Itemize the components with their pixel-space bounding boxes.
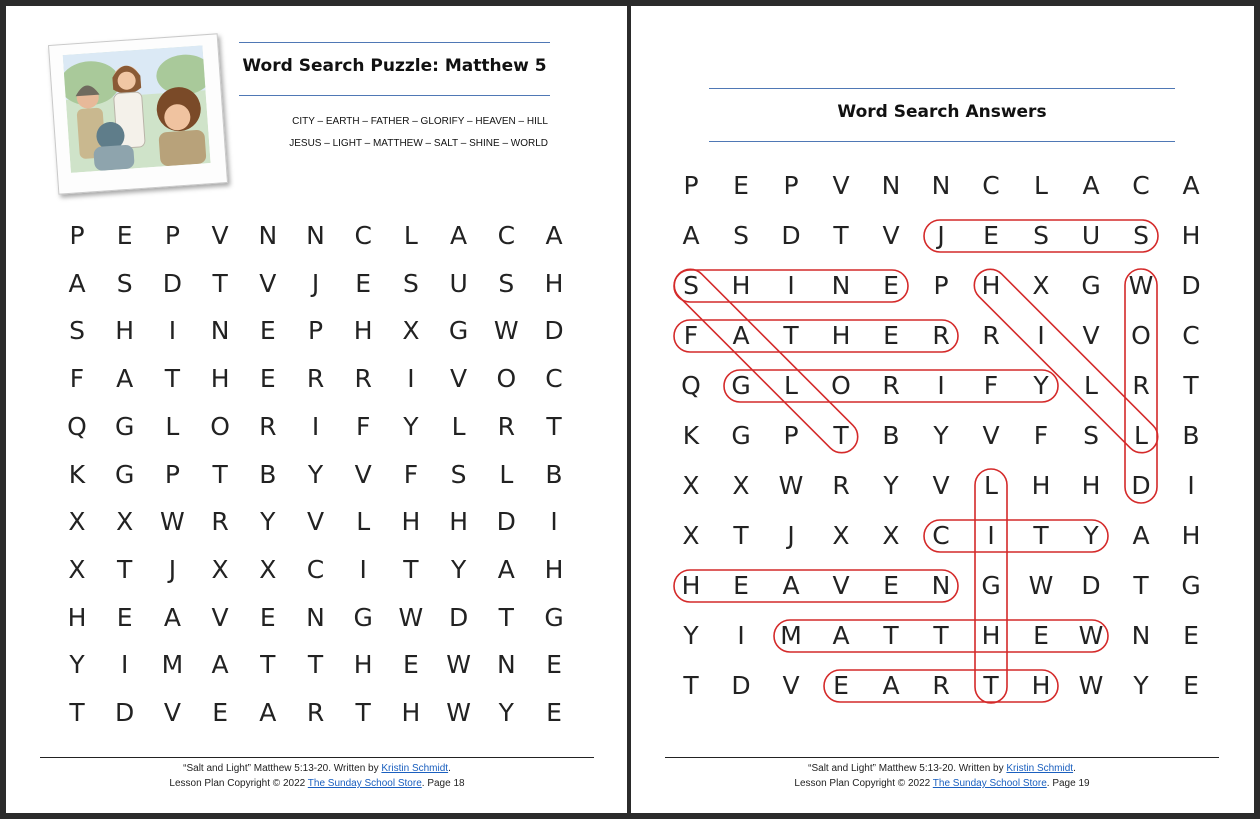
title-rule-bottom	[239, 95, 550, 96]
title-rule-top	[239, 42, 550, 43]
answer-letter: C	[932, 521, 950, 550]
page-footer	[40, 761, 594, 791]
puzzle-letter: V	[450, 364, 468, 394]
answer-letter: F	[983, 371, 999, 400]
answer-letter: W	[1028, 571, 1054, 600]
answer-letter: E	[883, 571, 899, 600]
answer-letter: B	[1182, 421, 1200, 450]
puzzle-letter: E	[546, 698, 562, 727]
puzzle-letter: V	[306, 507, 325, 537]
puzzle-letter: E	[116, 221, 133, 250]
puzzle-letter: V	[211, 602, 229, 632]
puzzle-letter: G	[544, 602, 564, 632]
puzzle-letter: H	[544, 268, 564, 298]
puzzle-letter: A	[116, 364, 134, 394]
puzzle-letter: T	[355, 698, 371, 727]
puzzle-letter: D	[162, 268, 183, 298]
puzzle-letter: B	[545, 459, 563, 489]
answer-letter: T	[783, 321, 799, 350]
answer-letter: I	[987, 521, 995, 550]
puzzle-letter: E	[259, 602, 276, 632]
answer-letter: N	[931, 171, 951, 200]
puzzle-letter: X	[68, 507, 86, 537]
puzzle-letter: X	[211, 554, 229, 584]
footer-copyright: Lesson Plan Copyright © 2022	[169, 778, 308, 789]
puzzle-letter: T	[307, 650, 324, 680]
footer-copyright: Lesson Plan Copyright © 2022	[794, 778, 933, 789]
answer-letter: H	[831, 321, 851, 350]
puzzle-letter: V	[354, 459, 372, 489]
answer-letter: D	[1181, 271, 1201, 300]
answer-letter: X	[882, 521, 900, 550]
page-number: . Page 19	[1046, 778, 1090, 789]
answer-letter: N	[1131, 621, 1151, 650]
answer-letter: D	[731, 671, 751, 700]
puzzle-letter: Y	[450, 554, 467, 584]
page-footer	[665, 761, 1219, 791]
puzzle-letter: X	[116, 507, 134, 537]
answer-letter: K	[682, 421, 700, 450]
answer-letter: R	[932, 321, 950, 350]
puzzle-letter: H	[544, 554, 564, 584]
puzzle-letter: N	[496, 650, 516, 680]
footer-punct: .	[1073, 763, 1076, 774]
answer-letter: W	[1128, 271, 1154, 300]
puzzle-letter: C	[354, 221, 372, 250]
answer-letter: N	[831, 271, 851, 300]
answer-letter: E	[1183, 671, 1199, 700]
puzzle-letter: F	[403, 459, 419, 489]
answer-letter: T	[683, 671, 699, 700]
puzzle-letter: D	[496, 507, 516, 537]
answer-letter: T	[833, 221, 849, 250]
answer-letter: R	[932, 671, 950, 700]
answer-letter: M	[780, 621, 802, 650]
puzzle-letter: D	[448, 602, 469, 632]
puzzle-letter: I	[121, 650, 129, 680]
word-list	[236, 111, 548, 155]
store-link[interactable]: The Sunday School Store	[307, 778, 422, 789]
answer-letter: E	[833, 671, 849, 700]
answer-letter: W	[1078, 671, 1104, 700]
puzzle-letter: S	[498, 268, 515, 298]
answer-letter: T	[833, 421, 849, 450]
answer-letter: C	[1132, 171, 1150, 200]
puzzle-letter: I	[359, 554, 367, 584]
puzzle-title: Word Search Puzzle: Matthew 5	[242, 56, 547, 76]
puzzle-letter: H	[449, 507, 468, 537]
puzzle-letter: H	[115, 316, 135, 346]
answer-letter: G	[1081, 271, 1101, 300]
puzzle-letter: T	[212, 459, 228, 489]
answer-letter: V	[982, 421, 1000, 450]
answer-letter: T	[883, 621, 899, 650]
answer-letter: T	[983, 671, 999, 700]
puzzle-letter: R	[497, 411, 515, 441]
answer-letter: H	[1031, 671, 1051, 700]
answer-letter: V	[882, 221, 900, 250]
answer-letter: A	[1082, 171, 1100, 200]
answer-letter: E	[883, 321, 899, 350]
answer-letter: Q	[681, 371, 701, 400]
answer-oval-father	[674, 320, 958, 352]
answer-letter: L	[784, 371, 798, 400]
answer-letter: D	[1081, 571, 1101, 600]
answer-letter: A	[782, 571, 800, 600]
answer-letter: B	[882, 421, 900, 450]
puzzle-letter: P	[307, 316, 324, 346]
puzzle-letter: T	[260, 650, 276, 680]
puzzle-letter: L	[165, 411, 180, 441]
puzzle-letter: A	[545, 221, 563, 250]
author-link[interactable]: Kristin Schmidt	[381, 763, 449, 774]
puzzle-letter: T	[69, 698, 85, 727]
puzzle-letter: A	[497, 554, 515, 584]
puzzle-letter: E	[212, 698, 228, 727]
puzzle-letter: W	[446, 698, 471, 727]
puzzle-letter: V	[163, 698, 181, 727]
footer-credit: “Salt and Light” Matthew 5:13-20. Written by	[183, 763, 382, 774]
puzzle-letter: E	[355, 268, 372, 298]
answer-letter: W	[1078, 621, 1104, 650]
puzzle-letter: G	[448, 316, 469, 346]
puzzle-letter: H	[67, 602, 87, 632]
footer-rule	[665, 757, 1219, 758]
answer-letter: E	[983, 221, 999, 250]
answer-letter: A	[732, 321, 750, 350]
answer-letter: J	[937, 221, 945, 250]
puzzle-letter: S	[402, 268, 419, 298]
puzzle-letter: A	[450, 221, 468, 250]
puzzle-letter: B	[259, 459, 277, 489]
puzzle-letter: F	[69, 364, 85, 394]
puzzle-letter: A	[163, 602, 181, 632]
puzzle-letter: Y	[403, 411, 419, 441]
answer-letter: S	[1033, 221, 1049, 250]
answer-letter: V	[782, 671, 800, 700]
answer-letter: P	[783, 421, 799, 450]
answer-letter: U	[1081, 221, 1101, 250]
puzzle-letter: R	[306, 364, 325, 394]
answer-letter: N	[931, 571, 951, 600]
word-list-line: CITY – EARTH – FATHER – GLORIFY – HEAVEN – HILL	[292, 116, 548, 127]
puzzle-letter: R	[211, 507, 229, 537]
puzzle-letter: J	[311, 268, 320, 298]
answer-letter: Y	[933, 421, 949, 450]
answer-letter: F	[1033, 421, 1049, 450]
puzzle-letter: G	[115, 411, 135, 441]
answer-letter: X	[1032, 271, 1050, 300]
answer-letter: I	[787, 271, 795, 300]
answer-letter: A	[882, 671, 900, 700]
answer-letter: S	[1133, 221, 1149, 250]
answer-letter: P	[933, 271, 949, 300]
answer-letter: I	[937, 371, 945, 400]
answer-letter: V	[1082, 321, 1100, 350]
answer-letter: T	[933, 621, 949, 650]
puzzle-letter: X	[402, 316, 420, 346]
answer-letter: L	[1034, 171, 1048, 200]
puzzle-letter: L	[403, 221, 418, 250]
puzzle-letter: O	[496, 364, 517, 394]
jesus-teaching-illustration	[48, 33, 228, 194]
puzzle-letter: L	[451, 411, 466, 441]
puzzle-letter: P	[69, 221, 85, 250]
puzzle-letter: A	[68, 268, 86, 298]
answer-letter: R	[982, 321, 1000, 350]
puzzle-letter: N	[210, 316, 230, 346]
puzzle-letter: E	[116, 602, 133, 632]
puzzle-letter: C	[306, 554, 325, 584]
footer-rule	[40, 757, 594, 758]
answer-letter: R	[882, 371, 900, 400]
answer-letter: A	[682, 221, 700, 250]
answer-letter: I	[737, 621, 745, 650]
puzzle-letter: Q	[67, 411, 87, 441]
puzzle-letter: H	[401, 507, 421, 537]
answer-letter: T	[1183, 371, 1199, 400]
puzzle-letter: E	[546, 650, 562, 680]
puzzle-letter: N	[258, 221, 278, 250]
answer-letter: E	[733, 171, 749, 200]
puzzle-letter: C	[545, 364, 563, 394]
answer-letter: A	[1132, 521, 1150, 550]
answer-letter: E	[1033, 621, 1049, 650]
answer-letter: N	[881, 171, 901, 200]
page-number: . Page 18	[421, 778, 465, 789]
puzzle-letter: R	[306, 698, 325, 727]
answer-letter: V	[932, 471, 950, 500]
answer-oval-heaven	[674, 570, 958, 602]
footer-credit: “Salt and Light” Matthew 5:13-20. Written by	[808, 763, 1007, 774]
puzzle-letter: H	[401, 698, 421, 727]
puzzle-letter: H	[353, 316, 373, 346]
answer-letter: H	[1031, 471, 1051, 500]
puzzle-letter: O	[210, 411, 230, 441]
puzzle-letter: K	[68, 459, 86, 489]
answer-letter: H	[981, 621, 1001, 650]
answer-letter: X	[682, 521, 700, 550]
answer-letter: Y	[683, 621, 699, 650]
answer-letter: G	[1181, 571, 1201, 600]
answer-letter: L	[1084, 371, 1098, 400]
puzzle-letter: T	[546, 411, 562, 441]
puzzle-letter: G	[353, 602, 373, 632]
puzzle-letter: G	[115, 459, 135, 489]
puzzle-letter: I	[311, 411, 320, 441]
puzzle-letter: X	[68, 554, 86, 584]
answer-letter: L	[984, 471, 998, 500]
puzzle-letter: W	[446, 650, 471, 680]
answer-letter: S	[683, 271, 699, 300]
answer-letter: T	[733, 521, 749, 550]
puzzle-letter: I	[407, 364, 415, 394]
answer-letter: Y	[1033, 371, 1049, 400]
answer-letter: R	[832, 471, 850, 500]
puzzle-letter: W	[493, 316, 519, 346]
answer-letter: H	[731, 271, 751, 300]
answer-letter: J	[787, 521, 795, 550]
answer-letter: Y	[1133, 671, 1149, 700]
answer-letter: T	[1133, 571, 1149, 600]
answer-letter: Y	[883, 471, 899, 500]
puzzle-letter: A	[259, 698, 277, 727]
answer-letter: F	[683, 321, 699, 350]
answer-letter: V	[832, 571, 850, 600]
puzzle-letter: T	[164, 364, 181, 394]
puzzle-letter: D	[544, 316, 564, 346]
puzzle-letter: C	[497, 221, 516, 250]
puzzle-letter: A	[211, 650, 229, 680]
puzzle-letter: I	[168, 316, 177, 346]
puzzle-letter: X	[259, 554, 277, 584]
answer-letter: D	[1131, 471, 1151, 500]
puzzle-page	[6, 6, 627, 813]
puzzle-letter: R	[259, 411, 277, 441]
puzzle-letter: N	[306, 221, 325, 250]
puzzle-letter: T	[498, 602, 514, 632]
word-list-line: JESUS – LIGHT – MATTHEW – SALT – SHINE – WORLD	[289, 138, 548, 149]
puzzle-letter: H	[210, 364, 230, 394]
puzzle-letter: W	[398, 602, 424, 632]
puzzle-letter: S	[69, 316, 85, 346]
puzzle-letter: T	[212, 268, 228, 298]
puzzle-letter: L	[356, 507, 371, 537]
answer-letter: E	[1183, 621, 1199, 650]
answer-letter: E	[883, 271, 899, 300]
author-link[interactable]: Kristin Schmidt	[1006, 763, 1074, 774]
puzzle-letter: Y	[260, 507, 276, 537]
puzzle-letter: T	[403, 554, 419, 584]
answer-letter: V	[832, 171, 850, 200]
answer-letter: X	[732, 471, 750, 500]
answer-letter: R	[1132, 371, 1150, 400]
answer-letter: H	[981, 271, 1001, 300]
answer-letter: H	[1181, 221, 1201, 250]
answer-letter: A	[1182, 171, 1200, 200]
answer-letter: X	[682, 471, 700, 500]
answer-letter: H	[681, 571, 701, 600]
answers-title: Word Search Answers	[837, 102, 1047, 122]
puzzle-letter: W	[160, 507, 185, 537]
puzzle-letter: D	[115, 698, 135, 727]
puzzle-letter: L	[499, 459, 514, 489]
answer-letter: H	[1181, 521, 1201, 550]
puzzle-letter: Y	[498, 698, 514, 727]
answer-letter: L	[1134, 421, 1148, 450]
footer-punct: .	[448, 763, 451, 774]
answer-letter: S	[1083, 421, 1099, 450]
puzzle-letter: F	[355, 411, 371, 441]
answer-letter: P	[783, 171, 799, 200]
puzzle-letter: N	[306, 602, 325, 632]
answer-letter: I	[1187, 471, 1195, 500]
puzzle-letter: J	[168, 554, 177, 584]
answer-letter: G	[731, 371, 751, 400]
puzzle-letter: V	[211, 221, 229, 250]
store-link[interactable]: The Sunday School Store	[932, 778, 1047, 789]
puzzle-letter: E	[402, 650, 419, 680]
puzzle-letter: Y	[307, 459, 324, 489]
answers-page	[631, 6, 1254, 813]
answer-letter: O	[831, 371, 851, 400]
answer-letter: C	[982, 171, 1000, 200]
answer-letter: S	[733, 221, 749, 250]
puzzle-letter: R	[354, 364, 372, 394]
answer-letter: O	[1131, 321, 1151, 350]
puzzle-letter: U	[449, 268, 468, 298]
answer-letter: G	[731, 421, 751, 450]
answer-letter: C	[1182, 321, 1200, 350]
answer-letter: W	[778, 471, 804, 500]
puzzle-letter: S	[116, 268, 133, 298]
answer-letter: H	[1081, 471, 1101, 500]
puzzle-letter: I	[550, 507, 558, 537]
puzzle-letter: H	[353, 650, 373, 680]
puzzle-letter: S	[450, 459, 467, 489]
puzzle-letter: Y	[69, 650, 85, 680]
answer-letter: T	[1033, 521, 1049, 550]
puzzle-letter: P	[164, 459, 180, 489]
answer-letter: Y	[1083, 521, 1099, 550]
answer-letter: A	[832, 621, 850, 650]
answer-letter: I	[1037, 321, 1045, 350]
puzzle-letter: T	[117, 554, 133, 584]
answer-letter: P	[683, 171, 699, 200]
puzzle-letter: M	[161, 650, 184, 680]
puzzle-letter: E	[259, 364, 276, 394]
answer-letter: X	[832, 521, 850, 550]
puzzle-letter: E	[259, 316, 276, 346]
puzzle-letter: P	[164, 221, 180, 250]
answer-letter: G	[981, 571, 1001, 600]
answer-letter: D	[781, 221, 801, 250]
answer-letter: E	[733, 571, 749, 600]
puzzle-letter: V	[259, 268, 277, 298]
